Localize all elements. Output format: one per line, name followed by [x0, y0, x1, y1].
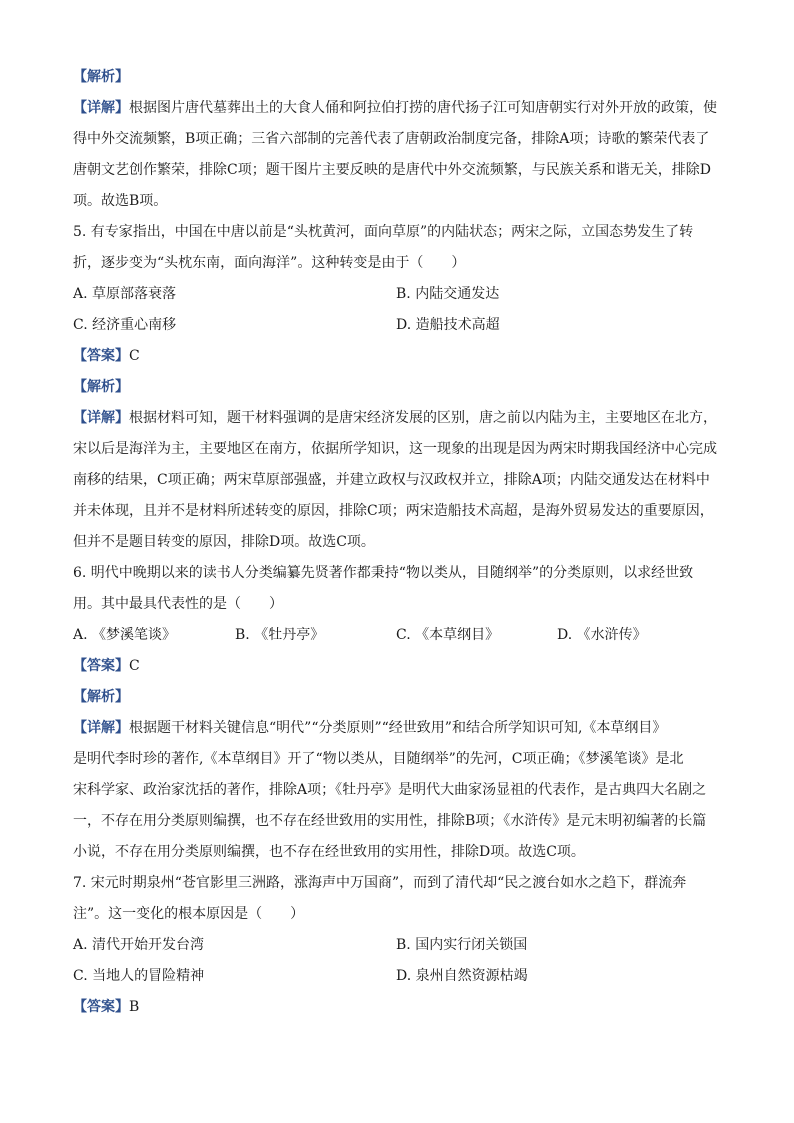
q4-detail-line-4: 项。故选B项。	[73, 193, 168, 209]
detail-tag: 【详解】	[73, 720, 129, 736]
analysis-tag: 【解析】	[73, 379, 129, 395]
q7-option-row-2	[73, 961, 723, 992]
q5-answer-value: C	[129, 348, 140, 364]
q7-answer	[73, 992, 723, 1023]
q6-detail-line-5: 小说，不存在用分类原则编撰，也不存在经世致用的实用性，排除D项。故选C项。	[73, 844, 585, 860]
q6-stem-line-1: 6. 明代中晚期以来的读书人分类编纂先贤著作都秉持“物以类从，目随纲举”的分类原则，以求经世致	[73, 565, 694, 581]
analysis-heading	[73, 372, 723, 403]
analysis-tag: 【解析】	[73, 689, 129, 705]
q5-option-d: D. 造船技术高超	[396, 317, 500, 333]
q5-option-a: A. 草原部落衰落	[73, 286, 177, 302]
document-page	[73, 62, 723, 1023]
analysis-heading	[73, 682, 723, 713]
q6-detail-line-4: 一，不存在用分类原则编撰，也不存在经世致用的实用性，排除B项；《水浒传》是元末明初编著的长篇	[73, 813, 707, 829]
q5-answer	[73, 341, 723, 372]
q5-option-row-2	[73, 310, 723, 341]
q6-option-c: C. 《本草纲目》	[396, 627, 500, 643]
q7-option-row-1	[73, 930, 723, 961]
answer-tag: 【答案】	[73, 999, 129, 1015]
analysis-heading	[73, 62, 723, 93]
q6-answer-value: C	[129, 658, 140, 674]
q7-stem-line-1: 7. 宋元时期泉州“苍官影里三洲路，涨海声中万国商”，而到了清代却“民之渡台如水之趋下，群流奔	[73, 875, 687, 891]
q7-option-d: D. 泉州自然资源枯竭	[396, 968, 528, 984]
q4-detail-line-1	[73, 93, 723, 124]
analysis-tag: 【解析】	[73, 69, 129, 85]
answer-tag: 【答案】	[73, 658, 129, 674]
detail-tag: 【详解】	[73, 410, 129, 426]
q5-detail-line-4: 并未体现，且并不是材料所述转变的原因，排除C项；两宋造船技术高超，是海外贸易发达的重要原因，	[73, 503, 714, 519]
q6-stem-line-2: 用。其中最具代表性的是（ ）	[73, 596, 283, 612]
q5-detail-line-3: 南移的结果，C项正确；两宋草原部强盛，并建立政权与汉政权并立，排除A项；内陆交通发达在材料中	[73, 472, 710, 488]
q5-option-b: B. 内陆交通发达	[396, 286, 500, 302]
q5-detail-text: 根据材料可知，题干材料强调的是唐宋经济发展的区别，唐之前以内陆为主，主要地区在北方，	[129, 410, 717, 426]
q7-option-c: C. 当地人的冒险精神	[73, 968, 205, 984]
q4-detail-line-3: 唐朝文艺创作繁荣，排除C项；题干图片主要反映的是唐代中外交流频繁，与民族关系和谐无关，排除D	[73, 162, 711, 178]
q5-stem-line-1: 5. 有专家指出，中国在中唐以前是“头枕黄河，面向草原”的内陆状态；两宋之际，立国态势发生了转	[73, 224, 694, 240]
q7-option-b: B. 国内实行闭关锁国	[396, 937, 528, 953]
q6-detail-line-3: 宋科学家、政治家沈括的著作，排除A项；《牡丹亭》是明代大曲家汤显祖的代表作，是古典四大名剧之	[73, 782, 707, 798]
q7-option-a: A. 清代开始开发台湾	[73, 937, 205, 953]
q6-answer	[73, 651, 723, 682]
q7-answer-value: B	[129, 999, 140, 1015]
q6-detail-line-1	[73, 713, 723, 744]
q5-detail-line-5: 但并不是题目转变的原因，排除D项。故选C项。	[73, 534, 375, 550]
q6-detail-text: 根据题干材料关键信息“明代”“分类原则”“经世致用”和结合所学知识可知,《本草纲目》	[129, 720, 667, 736]
q7-stem-line-2: 注”。这一变化的根本原因是（ ）	[73, 906, 305, 922]
q6-option-d: D. 《水浒传》	[557, 627, 647, 643]
q4-detail-text: 根据图片唐代墓葬出土的大食人俑和阿拉伯打捞的唐代扬子江可知唐朝实行对外开放的政策，使	[129, 100, 717, 116]
q6-option-a: A. 《梦溪笔谈》	[73, 627, 177, 643]
q4-detail-line-2: 得中外交流频繁，B项正确；三省六部制的完善代表了唐朝政治制度完备，排除A项；诗歌的繁荣代表了	[73, 131, 710, 147]
answer-tag: 【答案】	[73, 348, 129, 364]
q5-option-row-1	[73, 279, 723, 310]
q5-detail-line-1	[73, 403, 723, 434]
q5-detail-line-2: 宋以后是海洋为主，主要地区在南方，依据所学知识，这一现象的出现是因为两宋时期我国经济中心完成	[73, 441, 717, 457]
q5-option-c: C. 经济重心南移	[73, 317, 177, 333]
q6-option-row	[73, 620, 723, 651]
q6-detail-line-2: 是明代李时珍的著作,《本草纲目》开了“物以类从，目随纲举”的先河，C项正确；《梦溪笔谈》是北	[73, 751, 684, 767]
q6-option-b: B. 《牡丹亭》	[235, 627, 325, 643]
detail-tag: 【详解】	[73, 100, 129, 116]
q5-stem-line-2: 折，逐步变为“头枕东南，面向海洋”。这种转变是由于（ ）	[73, 255, 466, 271]
